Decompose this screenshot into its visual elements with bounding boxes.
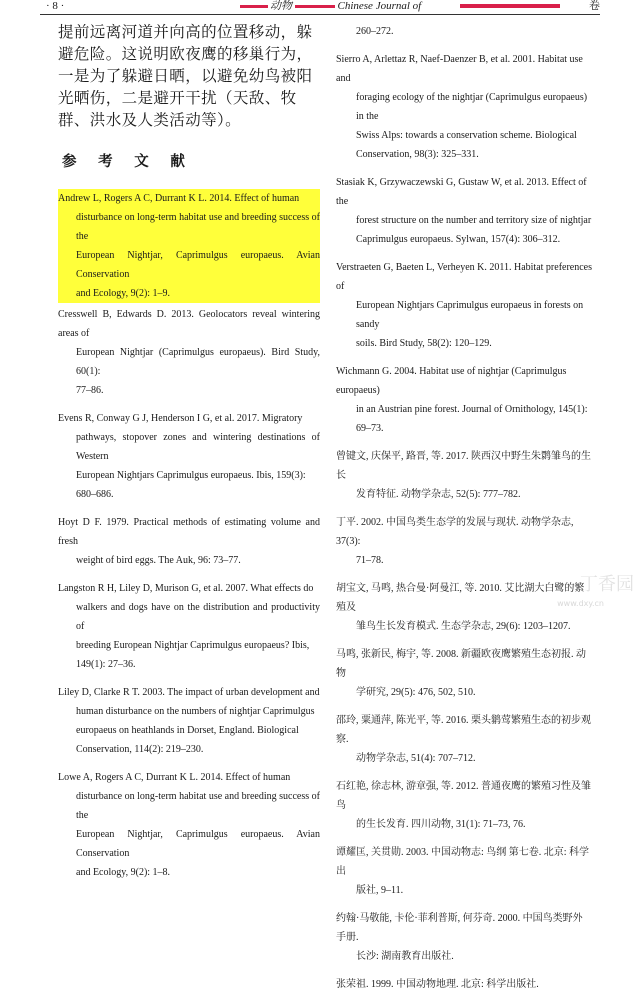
reference-line: Lowe A, Rogers A C, Durrant K L. 2014. Effect of human [58,772,291,783]
watermark-url: www.dxy.cn [557,599,604,608]
reference-entry [336,50,592,164]
reference-line: European Nightjar, Caprimulgus europaeus. Avian Conservation [76,829,320,859]
reference-line: in an Austrian pine forest. Journal of Ornithology, 145(1): [356,404,588,415]
reference-line: 石红艳, 徐志林, 游章强, 等. 2012. 普通夜鹰的繁殖习性及雏鸟 [336,781,591,811]
reference-line: Stasiak K, Grzywaczewski G, Gustaw W, et al. 2013. Effect of the [336,177,587,207]
reference-line: Wichmann G. 2004. Habitat use of nightjar (Caprimulgus europaeus) [336,366,567,396]
reference-entry [58,513,320,570]
redaction-mark [460,4,560,8]
redaction-mark [295,5,335,8]
reference-line: forest structure on the number and territory size of nightjar [356,215,592,226]
reference-entry [58,579,320,674]
reference-line: human disturbance on the numbers of nightjar Caprimulgus [76,706,315,717]
intro-paragraph: 提前远离河道并向高的位置移动，躲避危险。这说明欧夜鹰的移巢行为，一是为了躲避日晒，以避免幼鸟被阳光晒伤，二是避开干扰（天敌、牧群、洪水及人类活动等）。 [58,24,313,129]
reference-list-right [336,22,592,994]
reference-list-left [58,189,320,882]
reference-entry [336,645,592,702]
reference-entry [58,409,320,504]
reference-line: European Nightjar (Caprimulgus europaeus). Bird Study, 60(1): [76,347,320,377]
reference-line: 260–272. [356,26,394,37]
right-column [336,22,592,1003]
reference-entry [336,362,592,438]
page-number: · 8 · [46,0,65,12]
reference-line: Verstraeten G, Baeten L, Verheyen K. 2011. Habitat preferences of [336,262,593,292]
reference-entry [58,768,320,882]
reference-line: European Nightjar, Caprimulgus europaeus. Avian Conservation [58,246,320,284]
reference-line: 149(1): 27–36. [76,659,136,670]
volume-label: 卷 [589,0,600,12]
reference-entry [336,909,592,966]
reference-line: 的生长发育. 四川动物, 31(1): 71–73, 76. [356,819,526,830]
reference-line: soils. Bird Study, 58(2): 120–129. [356,338,492,349]
watermark-logo: 丁香园 [580,574,634,595]
reference-line: 发育特征. 动物学杂志, 52(5): 777–782. [356,489,521,500]
reference-line: Andrew L, Rogers A C, Durrant K L. 2014. Effect of human [58,189,320,208]
reference-entry [336,579,592,636]
reference-line: 77–86. [76,385,104,396]
reference-line: 约翰·马敬能, 卡伦·菲利普斯, 何芬奇. 2000. 中国鸟类野外手册. [336,913,583,943]
journal-title-cn: 动物 [270,0,292,12]
reference-entry [336,258,592,353]
reference-entry [336,777,592,834]
reference-line: 雏鸟生长发育模式. 生态学杂志, 29(6): 1203–1207. [356,621,571,632]
reference-line: 马鸣, 张新民, 梅宇, 等. 2008. 新疆欧夜鹰繁殖生态初报. 动物 [336,649,586,679]
reference-line: European Nightjars Caprimulgus europaeus in forests on sandy [356,300,584,330]
reference-line: disturbance on long-term habitat use and breeding success of the [76,791,320,821]
reference-entry [58,305,320,400]
reference-line: 680–686. [76,489,114,500]
reference-entry [336,22,592,41]
page-header [40,0,600,15]
reference-line: 张荣祖. 1999. 中国动物地理. 北京: 科学出版社. [336,979,539,990]
reference-line: Sierro A, Arlettaz R, Naef-Daenzer B, et al. 2001. Habitat use and [336,54,583,84]
reference-line: Cresswell B, Edwards D. 2013. Geolocators reveal wintering areas of [58,309,320,339]
reference-line: European Nightjars Caprimulgus europaeus. Ibis, 159(3): [76,470,306,481]
reference-entry [336,843,592,900]
reference-entry [336,513,592,570]
reference-line: Caprimulgus europaeus. Sylwan, 157(4): 306–312. [356,234,561,245]
reference-line: 学研究, 29(5): 476, 502, 510. [356,687,476,698]
reference-entry [58,683,320,759]
reference-line: Conservation, 98(3): 325–331. [356,149,479,160]
reference-line: disturbance on long-term habitat use and breeding success of the [58,208,320,246]
reference-line: 邵玲, 粟通萍, 陈光平, 等. 2016. 栗头鹟莺繁殖生态的初步观察. [336,715,591,745]
journal-title [270,0,421,13]
journal-title-en: Chinese Journal of [337,0,422,12]
reference-line: Evens R, Conway G J, Henderson I G, et al. 2017. Migratory [58,413,303,424]
reference-line: 曾键文, 庆保平, 路晋, 等. 2017. 陕西汉中野生朱鹮雏鸟的生长 [336,451,591,481]
left-column [58,22,320,891]
reference-line: 谭耀匡, 关贯勋. 2003. 中国动物志: 鸟纲 第七卷. 北京: 科学出 [336,847,590,877]
reference-line: Langston R H, Liley D, Murison G, et al. 2007. What effects do [58,583,314,594]
reference-line: 版社, 9–11. [356,885,404,896]
reference-line: 丁平. 2002. 中国鸟类生态学的发展与现状. 动物学杂志, 37(3): [336,517,574,547]
reference-entry [336,173,592,249]
reference-line: Conservation, 114(2): 219–230. [76,744,204,755]
reference-line: 69–73. [356,423,384,434]
reference-entry [336,447,592,504]
reference-line: and Ecology, 9(2): 1–8. [76,867,171,878]
reference-line: Swiss Alps: towards a conservation scheme. Biological [356,130,577,141]
reference-line: 胡宝文, 马鸣, 热合曼·阿曼江, 等. 2010. 艾比湖大白鹭的繁殖及 [336,583,585,613]
reference-line: pathways, stopover zones and wintering destinations of Western [76,432,320,462]
reference-entry [336,975,592,994]
reference-entry [58,189,320,303]
reference-line: 动物学杂志, 51(4): 707–712. [356,753,476,764]
reference-line: Liley D, Clarke R T. 2003. The impact of urban development and [58,687,320,698]
reference-line: and Ecology, 9(2): 1–9. [58,284,320,303]
reference-line: 长沙: 湖南教育出版社. [356,951,454,962]
reference-line: breeding European Nightjar Caprimulgus europaeus? Ibis, [76,640,310,651]
reference-line: walkers and dogs have on the distribution and productivity of [76,602,320,632]
references-heading: 参 考 文 献 [62,154,194,170]
reference-line: 71–78. [356,555,384,566]
reference-entry [336,711,592,768]
redaction-mark [240,5,268,8]
reference-line: foraging ecology of the nightjar (Caprimulgus europaeus) in the [356,92,588,122]
reference-line: Hoyt D F. 1979. Practical methods of estimating volume and fresh [58,517,320,547]
reference-line: weight of bird eggs. The Auk, 96: 73–77. [76,555,241,566]
reference-line: europaeus on heathlands in Dorset, England. Biological [76,725,299,736]
